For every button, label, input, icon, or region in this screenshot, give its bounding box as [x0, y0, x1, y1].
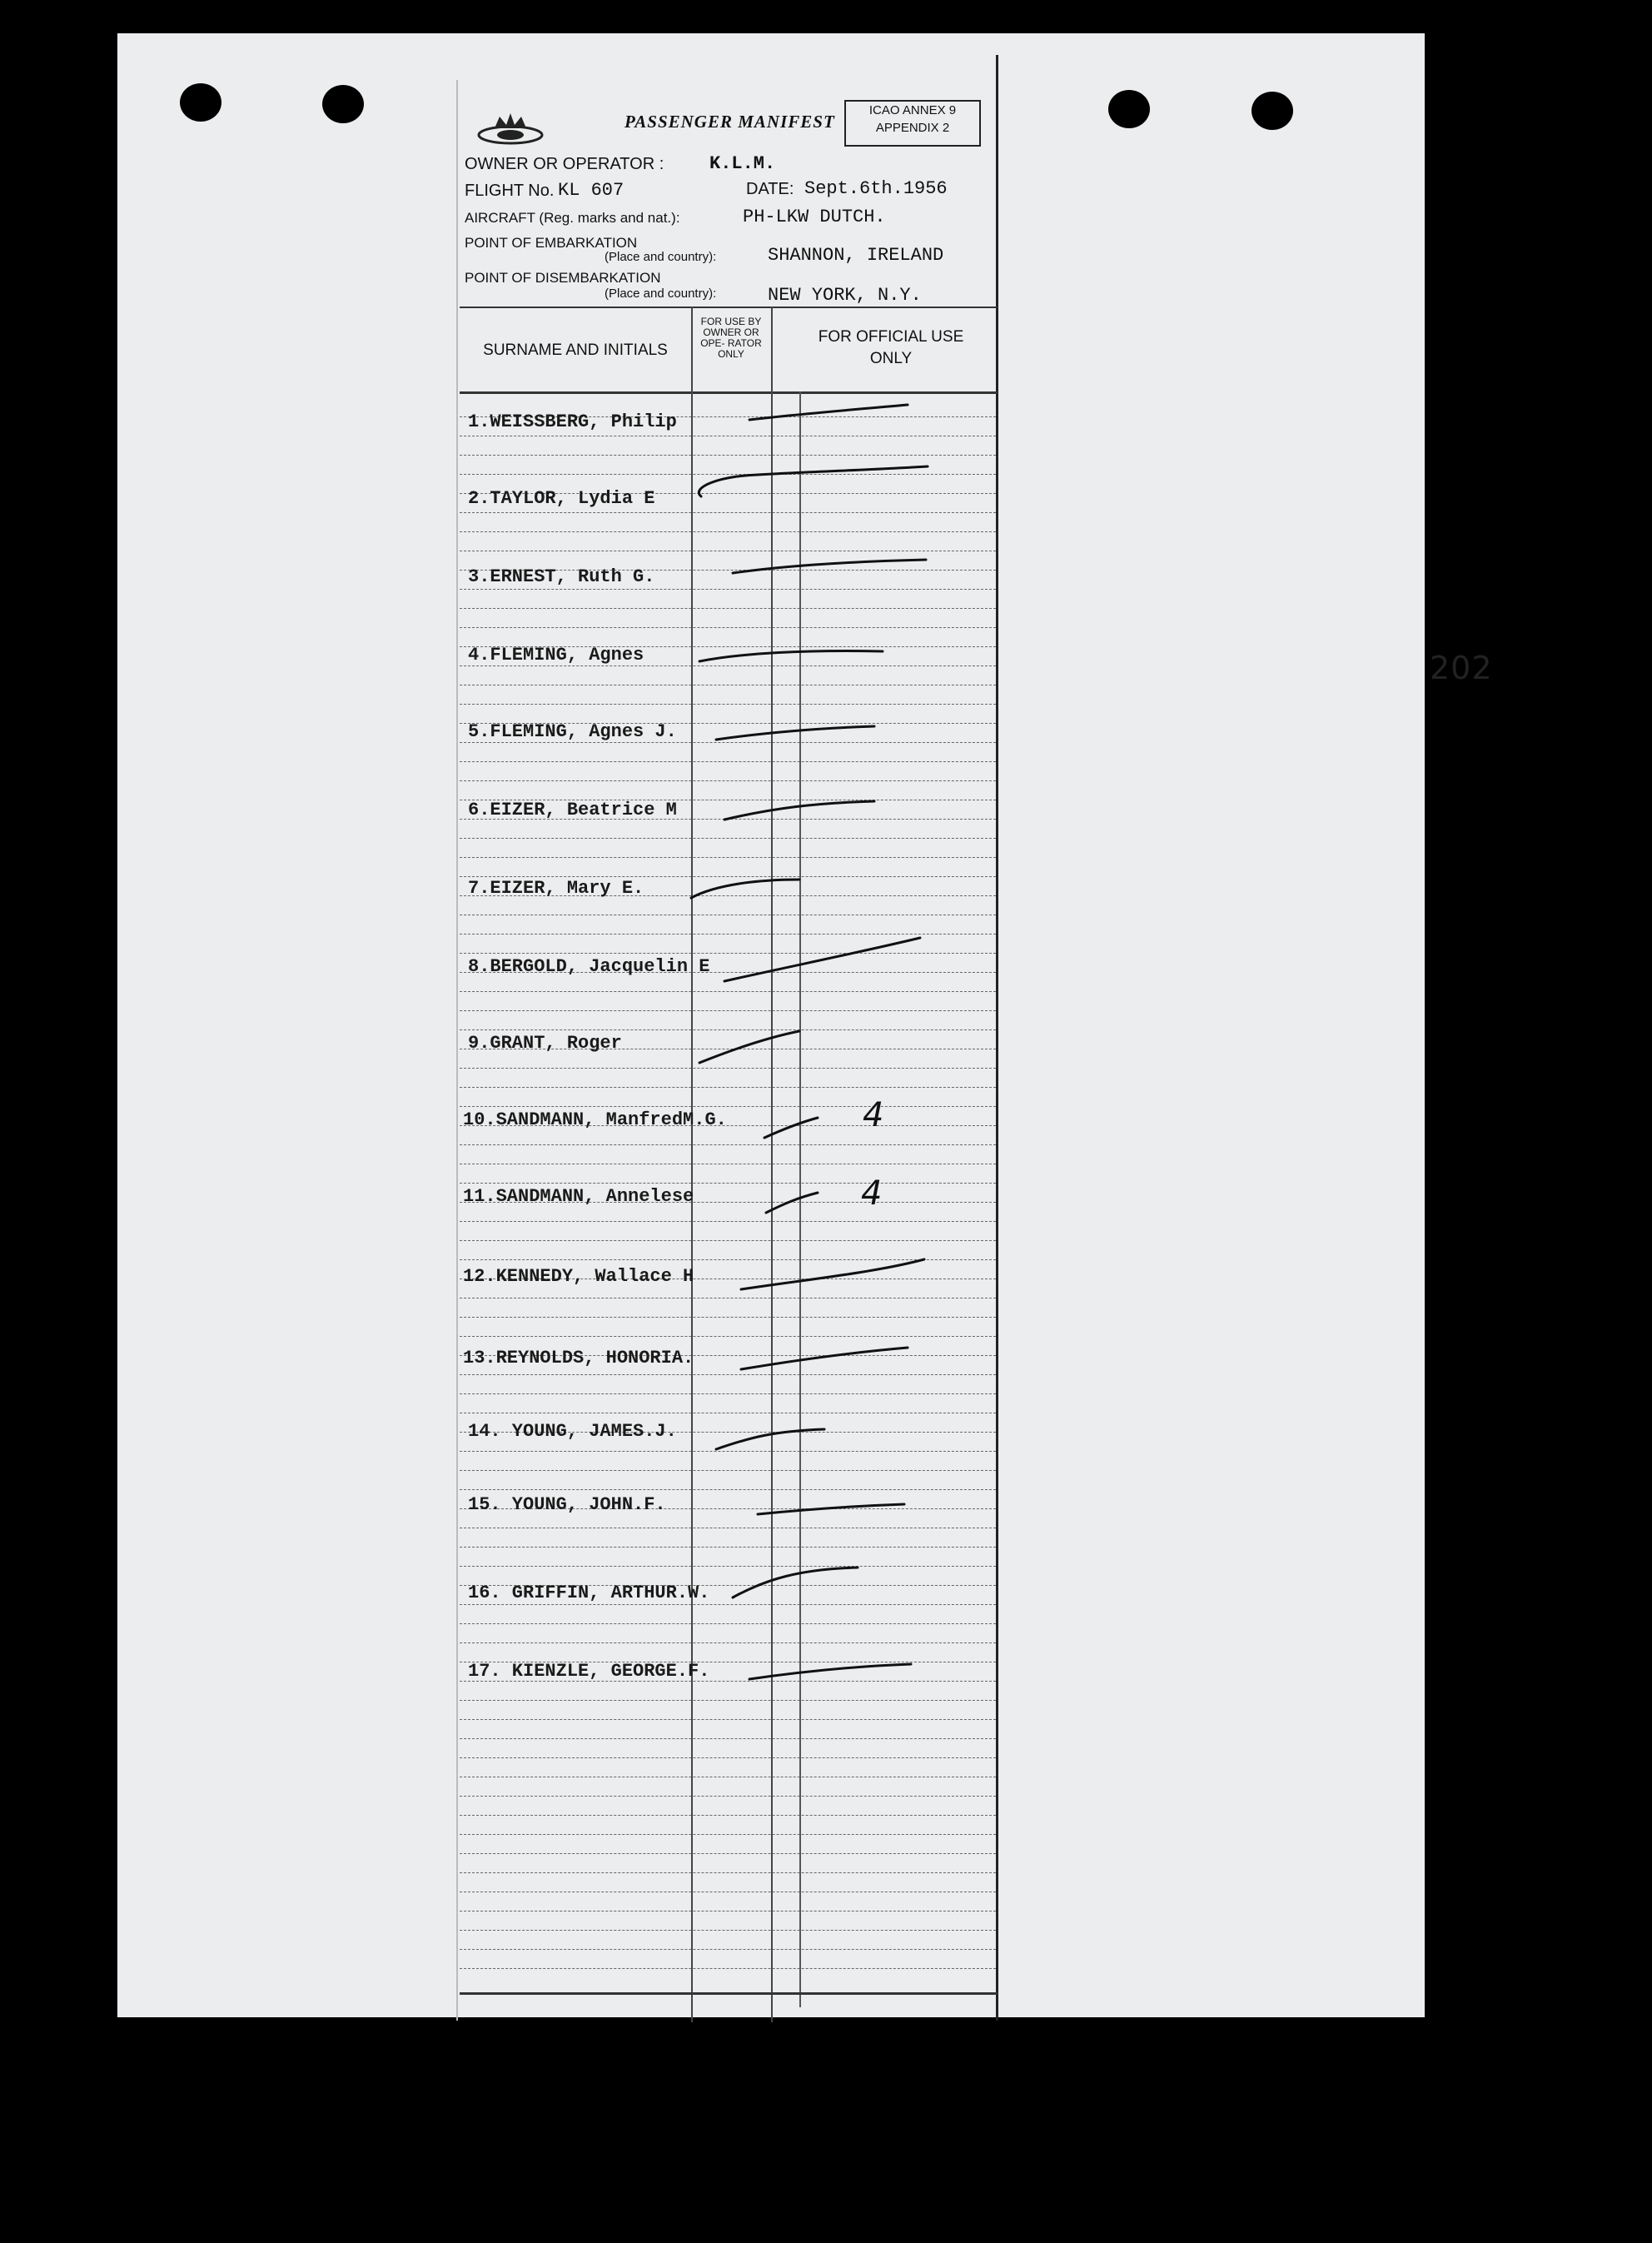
passenger-row: 1.WEISSBERG, Philip: [468, 411, 677, 432]
form-title: PASSENGER MANIFEST: [624, 112, 835, 132]
date-label: DATE:: [746, 180, 794, 198]
passenger-row: 12.KENNEDY, Wallace H: [463, 1266, 694, 1287]
flight-label: FLIGHT No.: [465, 182, 555, 200]
passenger-row: 7.EIZER, Mary E.: [468, 878, 644, 899]
passenger-row: 13.REYNOLDS, HONORIA.: [463, 1348, 694, 1368]
passenger-row: 15. YOUNG, JOHN.F.: [468, 1494, 666, 1515]
passenger-row: 4.FLEMING, Agnes: [468, 645, 644, 665]
column-header-name: SURNAME AND INITIALS: [483, 341, 668, 359]
passenger-row: 10.SANDMANN, ManfredM.G.: [463, 1109, 727, 1130]
flight-value: KL 607: [558, 180, 624, 201]
embarkation-label: POINT OF EMBARKATION: [465, 235, 638, 251]
ruled-line: [460, 1911, 996, 1912]
icao-annex: ICAO ANNEX 9: [868, 103, 957, 117]
passenger-row: 6.EIZER, Beatrice M: [468, 800, 677, 820]
aircraft-label: AIRCRAFT (Reg. marks and nat.):: [465, 210, 680, 226]
embarkation-value: SHANNON, IRELAND: [768, 245, 944, 266]
passenger-row: 8.BERGOLD, Jacquelin E: [468, 956, 710, 977]
disembarkation-value: NEW YORK, N.Y.: [768, 285, 922, 306]
handwritten-annotation: 4: [863, 1096, 884, 1134]
punch-hole: [1251, 92, 1293, 130]
embarkation-sub: (Place and country):: [605, 250, 717, 264]
column-header-owner: FOR USE BY OWNER OR OPE- RATOR ONLY: [700, 316, 762, 360]
owner-label: OWNER OR OPERATOR :: [465, 155, 664, 173]
ruled-line: [460, 1930, 996, 1931]
page-number: 202: [1430, 650, 1493, 686]
handwritten-check-marks: [441, 55, 1024, 1804]
owner-value: K.L.M.: [709, 153, 776, 174]
aircraft-value: PH-LKW DUTCH.: [743, 207, 886, 227]
ruled-line: [460, 1853, 996, 1854]
passenger-row: 16. GRIFFIN, ARTHUR.W.: [468, 1583, 710, 1603]
ruled-line: [460, 1815, 996, 1816]
punch-hole: [1108, 90, 1150, 128]
passenger-row: 14. YOUNG, JAMES.J.: [468, 1421, 677, 1442]
ruled-line: [460, 1968, 996, 1969]
punch-hole: [322, 85, 364, 123]
punch-hole: [180, 83, 221, 122]
ruled-line: [460, 1872, 996, 1873]
icao-appendix: APPENDIX 2: [875, 121, 950, 135]
passenger-row: 17. KIENZLE, GEORGE.F.: [468, 1661, 710, 1682]
form-bottom-rule: [460, 1992, 998, 1995]
ruled-line: [460, 1834, 996, 1835]
passenger-row: 9.GRANT, Roger: [468, 1033, 622, 1054]
passenger-row: 3.ERNEST, Ruth G.: [468, 566, 655, 587]
handwritten-annotation: 4: [861, 1174, 883, 1213]
passenger-row: 5.FLEMING, Agnes J.: [468, 721, 677, 742]
passenger-row: 11.SANDMANN, Annelese: [463, 1186, 694, 1207]
disembarkation-label: POINT OF DISEMBARKATION: [465, 270, 661, 286]
passenger-row: 2.TAYLOR, Lydia E: [468, 488, 655, 509]
column-header-official: FOR OFFICIAL USE ONLY: [818, 328, 964, 367]
date-value: Sept.6th.1956: [804, 178, 948, 199]
passenger-manifest-form: [441, 55, 1024, 2021]
ruled-line: [460, 1949, 996, 1950]
disembarkation-sub: (Place and country):: [605, 287, 717, 301]
